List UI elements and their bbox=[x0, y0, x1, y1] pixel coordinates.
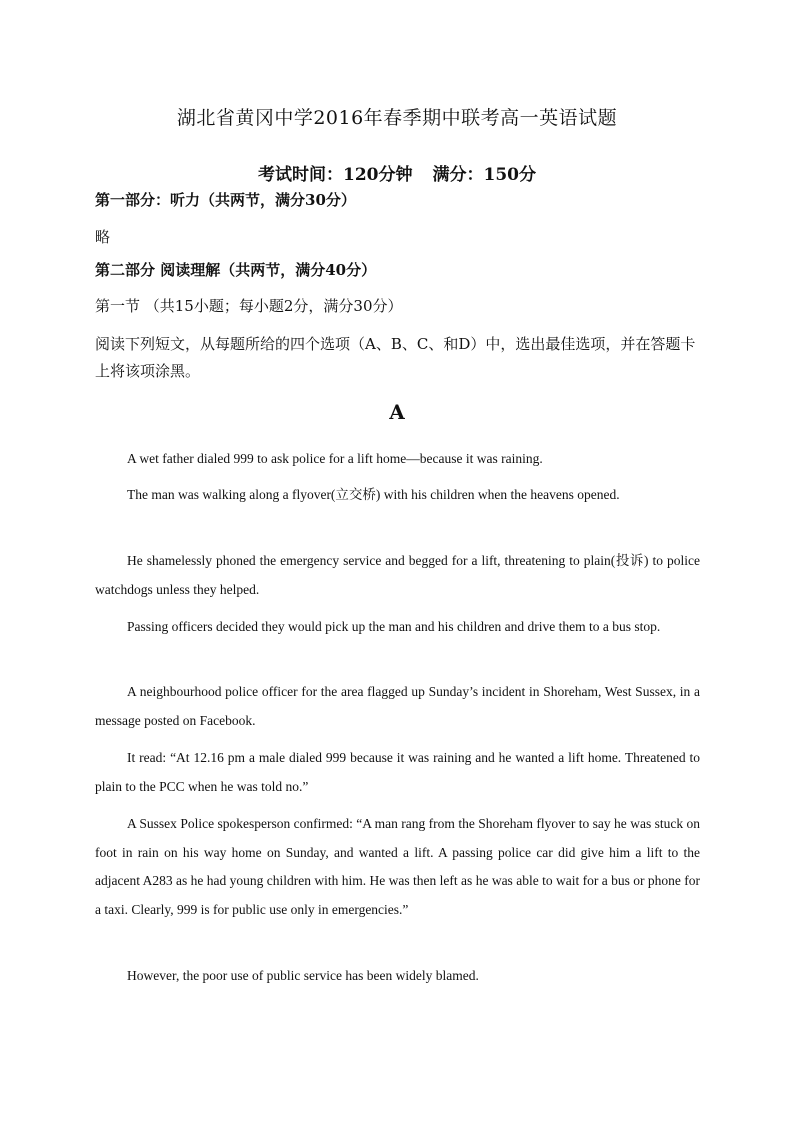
part1-heading: 第一部分：听力（共两节，满分30分） bbox=[95, 191, 356, 209]
passage-paragraph: The man was walking along a flyover(立交桥) with his children when the heavens opened. bbox=[127, 487, 620, 502]
part2-heading: 第二部分 阅读理解（共两节，满分40分） bbox=[95, 261, 377, 279]
instructions: 阅读下列短文，从每题所给的四个选项（A、B、C、和D）中，选出最佳选项，并在答题卡上将该项涂黑。 bbox=[95, 335, 696, 380]
part1-note: 略 bbox=[95, 228, 111, 246]
section1-heading: 第一节 （共15小题；每小题2分，满分30分） bbox=[95, 297, 403, 315]
passage-label: A bbox=[389, 400, 405, 424]
passage-paragraph: It read: “At 12.16 pm a male dialed 999 because it was raining and he wanted a lift home. Threatened to plain to the PCC when he was told no.” bbox=[95, 750, 700, 794]
full-score: 满分：150分 bbox=[432, 165, 536, 185]
passage-paragraph: A neighbourhood police officer for the area flagged up Sunday’s incident in Shoreham, West Sussex, in a message posted on Facebook. bbox=[95, 684, 700, 728]
passage-paragraph: He shamelessly phoned the emergency service and begged for a lift, threatening to plain(投诉) to police watchdogs unless they helped. bbox=[95, 553, 700, 597]
passage-paragraph: Passing officers decided they would pick up the man and his children and drive them to a bus stop. bbox=[127, 619, 661, 634]
passage-paragraph: A wet father dialed 999 to ask police for a lift home—because it was raining. bbox=[127, 451, 543, 466]
passage-paragraph: However, the poor use of public service has been widely blamed. bbox=[127, 968, 479, 983]
passage-paragraph: A Sussex Police spokesperson confirmed: “A man rang from the Shoreham flyover to say he was stuck on foot in rain on his way home on Sunday, and wanted a lift. A passing police car did give him a lift to the adjacent A283 as he had young children with him. He was then left as he was able to wait for a bus or phone for a taxi. Clearly, 999 is for public use only in emergencies.” bbox=[95, 816, 700, 917]
exam-title: 湖北省黄冈中学2016年春季期中联考高一英语试题 bbox=[176, 107, 618, 129]
exam-time: 考试时间：120分钟 bbox=[258, 165, 413, 185]
exam-info bbox=[0, 162, 794, 188]
